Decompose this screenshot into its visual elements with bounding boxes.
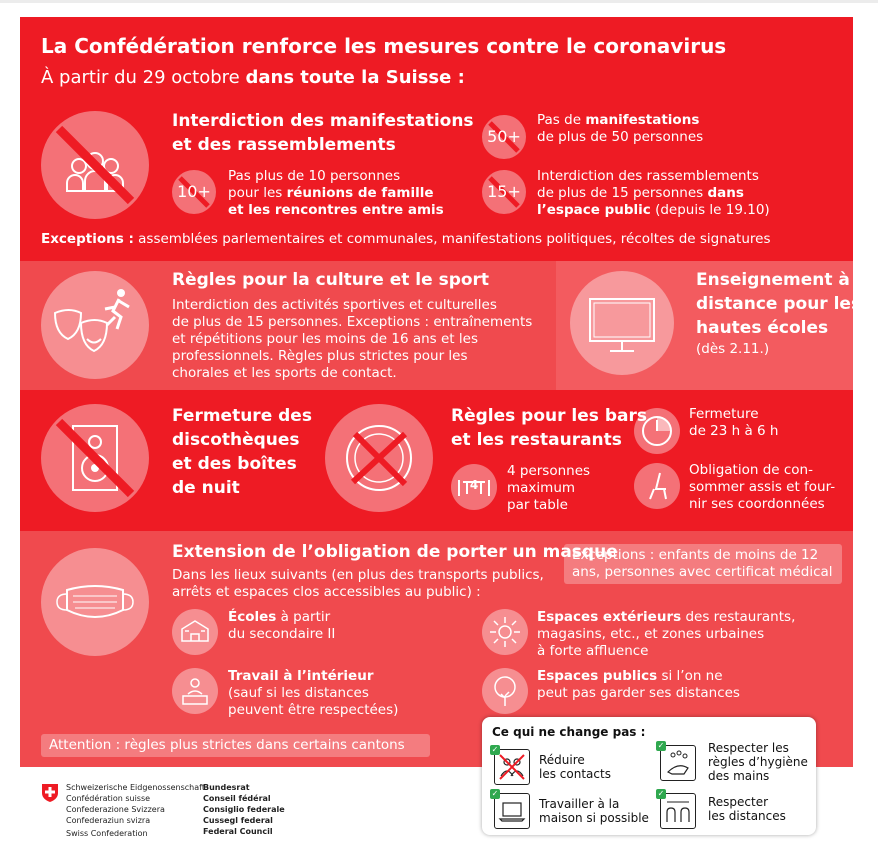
table-rule-text: 4 personnes maximum par table <box>507 463 591 513</box>
culture-heading: Règles pour la culture et le sport <box>172 270 490 290</box>
no-speaker-icon <box>41 404 149 512</box>
no-gathering-icon <box>41 111 149 219</box>
table-icon: 4 <box>451 464 497 510</box>
check-icon: ✓ <box>657 741 665 750</box>
fifteen-plus-icon: 15+ <box>482 170 526 214</box>
office-worker-icon <box>172 668 218 714</box>
remote-teaching-heading: Enseignement à distance pour les hautes écoles <box>696 270 862 338</box>
public-space-rule-text: Interdiction des rassemblements de plus de 15 personnes dans l’espace public (depuis le 19.10) <box>537 168 770 218</box>
attention-note: Attention : règles plus strictes dans certains cantons <box>41 734 430 757</box>
federal-council-names: Bundesrat Conseil fédéral Consiglio federale Cussegl federal Federal Council <box>203 783 285 836</box>
keep-distance-text: Respecter les distances <box>708 795 786 823</box>
chair-icon <box>634 463 680 509</box>
tree-icon <box>482 668 528 714</box>
mask-intro: Dans les lieux suivants (en plus des transports publics, arrêts et espaces clos accessibles au public) : <box>172 567 544 600</box>
mask-heading: Extension de l’obligation de porter un masque <box>172 542 618 562</box>
school-mask-text: Écoles à partir du secondaire II <box>228 609 336 642</box>
check-icon: ✓ <box>657 789 665 798</box>
page-subtitle: À partir du 29 octobre dans toute la Suisse : <box>41 67 465 88</box>
work-mask-text: Travail à l’intérieur (sauf si les distances peuvent être respectées) <box>228 668 399 718</box>
bars-heading: Règles pour les bars et les restaurants <box>451 406 647 450</box>
fifty-plus-icon: 50+ <box>482 115 526 159</box>
unchanged-box <box>482 717 816 835</box>
check-icon: ✓ <box>491 789 499 798</box>
culture-text: Interdiction des activités sportives et culturelles de plus de 15 personnes. Exceptions : entraînements et répétitions pour les moins de 16 ans et les professionnels. Règles plus strictes pour les chorales et les sports de contact. <box>172 297 533 381</box>
disco-heading: Fermeture des discothèques et des boîtes de nuit <box>172 406 312 498</box>
gathering-exceptions: Exceptions : assemblées parlementaires et communales, manifestations politiques, récoltes de signatures <box>41 231 771 247</box>
confederation-names: Schweizerische Eidgenossenschaft Confédération suisse Confederazione Svizzera Confederaziun svizra <box>66 783 205 825</box>
family-rule-text: Pas plus de 10 personnes pour les réunions de famille et les rencontres entre amis <box>228 168 444 218</box>
clock-icon <box>634 408 680 454</box>
sun-icon <box>482 609 528 655</box>
monitor-icon <box>570 271 674 375</box>
seated-rule-text: Obligation de con- sommer assis et four- nir ses coordonnées <box>689 462 836 512</box>
theatre-sport-icon <box>41 271 149 379</box>
home-office-text: Travailler à la maison si possible <box>539 797 649 825</box>
mask-icon <box>41 548 149 656</box>
top-divider <box>0 0 878 3</box>
swiss-confederation-label: Swiss Confederation <box>66 829 148 838</box>
gatherings-heading: Interdiction des manifestations et des rassemblements <box>172 111 474 155</box>
plate-cutlery-icon <box>325 404 433 512</box>
closing-hours-text: Fermeture de 23 h à 6 h <box>689 406 779 439</box>
reduce-contacts-text: Réduire les contacts <box>539 753 611 781</box>
outdoor-mask-text: Espaces extérieurs des restaurants, magasins, etc., et zones urbaines à forte affluence <box>537 609 796 659</box>
event-rule-text: Pas de manifestations de plus de 50 personnes <box>537 112 704 145</box>
check-icon: ✓ <box>491 745 499 754</box>
unchanged-title: Ce qui ne change pas : <box>492 725 646 739</box>
swiss-shield-logo <box>41 783 59 803</box>
hand-hygiene-text: Respecter les règles d’hygiène des mains <box>708 741 808 783</box>
school-building-icon <box>172 609 218 655</box>
mask-exceptions: Exceptions : enfants de moins de 12 ans, personnes avec certificat médical <box>564 544 842 584</box>
public-mask-text: Espaces publics si l’on ne peut pas garder ses distances <box>537 668 740 701</box>
remote-teaching-date: (dès 2.11.) <box>696 341 770 357</box>
page-title: La Confédération renforce les mesures contre le coronavirus <box>41 34 727 58</box>
ten-plus-icon: 10+ <box>172 170 216 214</box>
